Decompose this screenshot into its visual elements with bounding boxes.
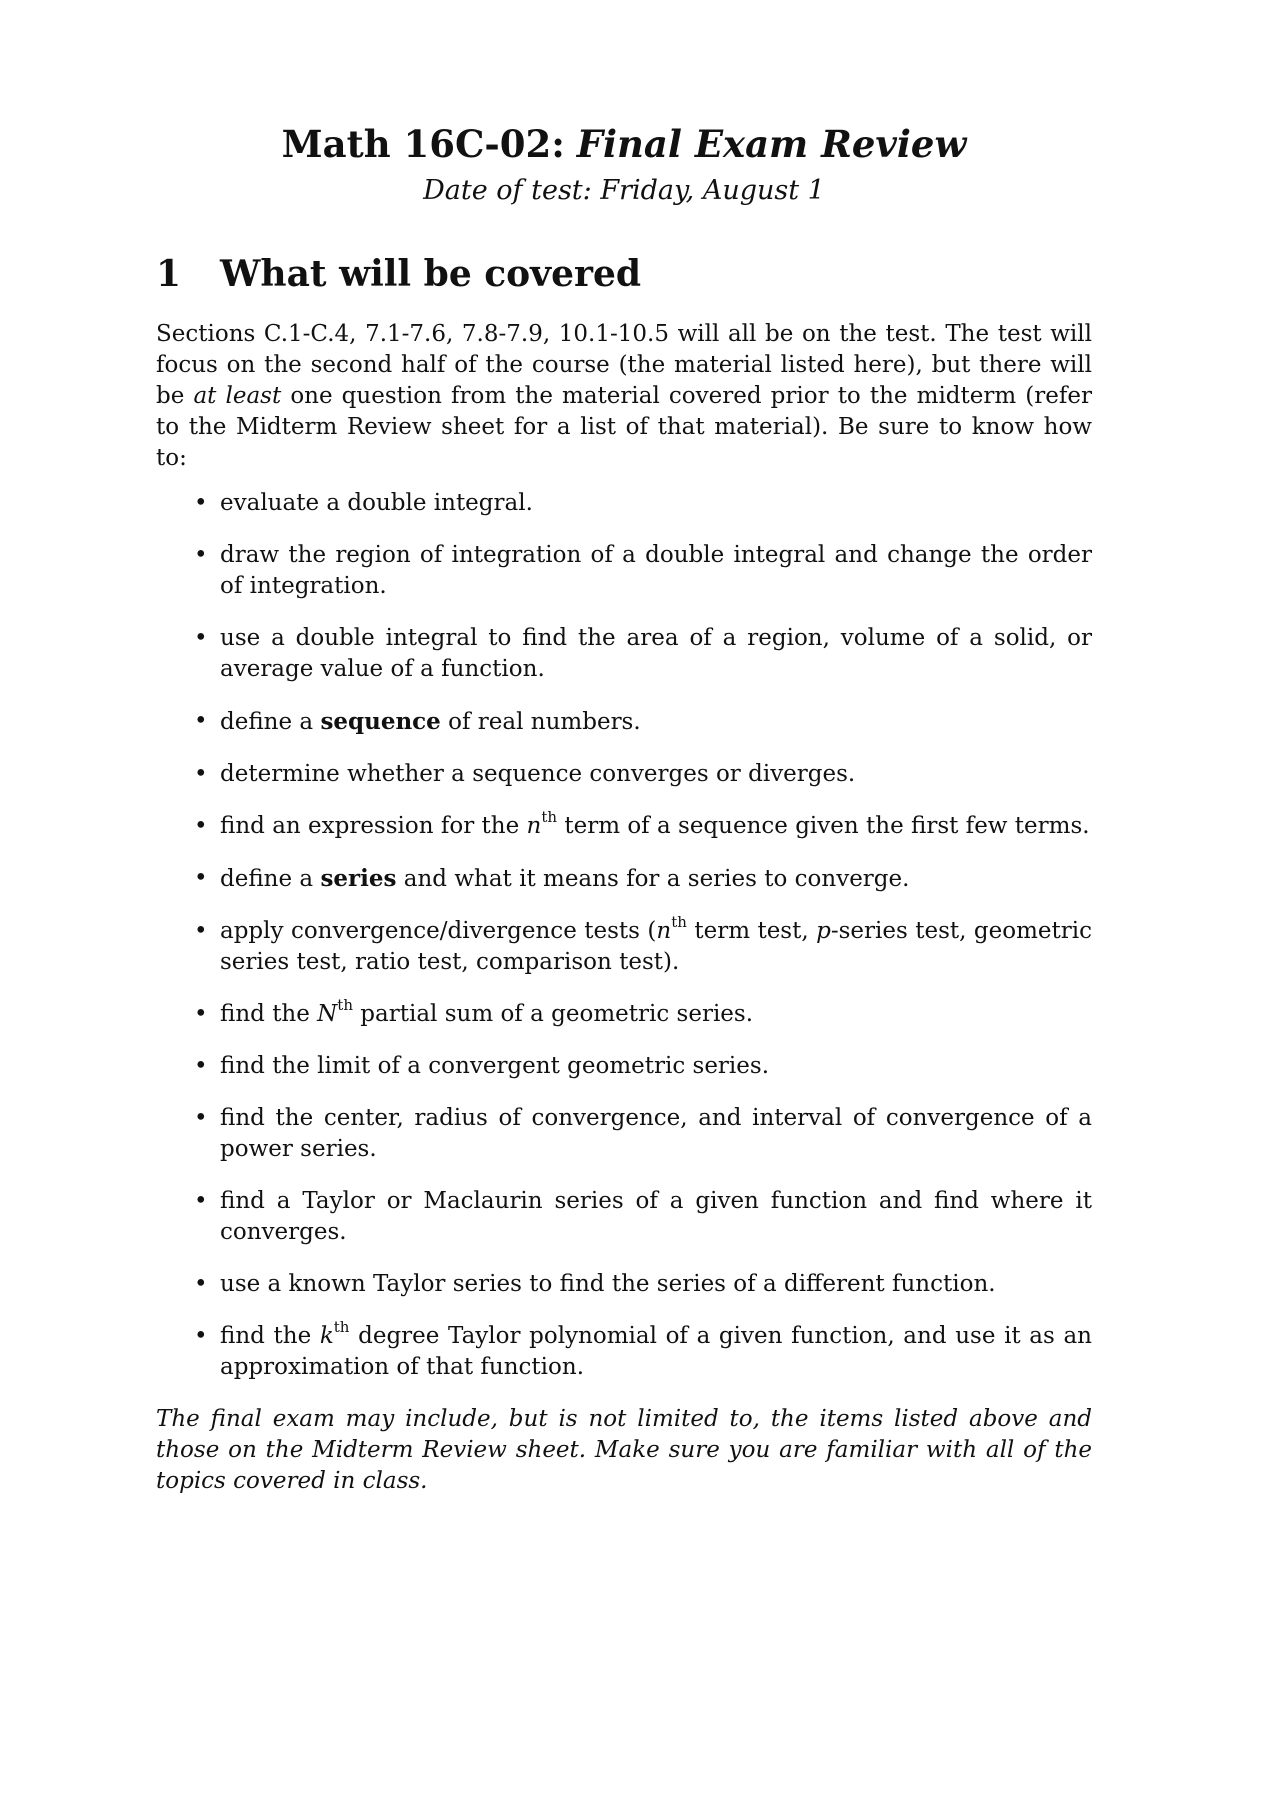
list-item-text: -series test, geometric series test, ratio test, comparison test). [220,918,1092,975]
list-item-text: find a Taylor or Maclaurin series of a given function and find where it converges. [220,1188,1092,1245]
list-item-text: define a [220,866,321,892]
list-item-text: define a [220,709,321,735]
list-item [156,996,1092,1030]
bullet-icon: • [194,625,208,651]
list-item-text: use a double integral to find the area of a region, volume of a solid, or average value of a function. [220,625,1092,682]
list-item-text: draw the region of integration of a double integral and change the order of integration. [220,542,1092,599]
math-variable: n [526,813,542,839]
list-item [156,808,1092,842]
list-item [156,1269,1092,1300]
math-variable: p [816,918,831,944]
title-exam: Final Exam Review [576,122,967,166]
list-item [156,759,1092,790]
superscript: th [541,808,558,827]
list-item-text: find the [220,1001,318,1027]
list-item-text: and what it means for a series to converge. [396,866,910,892]
list-item-text: apply convergence/divergence tests ( [220,918,657,944]
list-item [156,488,1092,519]
closing-note: The final exam may include, but is not limited to, the items listed above and those on the Midterm Review sheet. Make sure you are familiar with all of the topics covered in class. [156,1406,1092,1494]
list-item [156,706,1092,738]
bullet-icon: • [194,1188,208,1214]
list-item-text: find the center, radius of convergence, and interval of convergence of a power series. [220,1105,1092,1162]
section-title: What will be covered [220,253,642,295]
superscript: th [333,1318,350,1337]
list-item [156,1051,1092,1082]
list-item [156,863,1092,895]
list-item-text: degree Taylor polynomial of a given function, and use it as an approximation of that function. [220,1323,1092,1380]
bullet-icon: • [194,865,208,891]
topic-list [156,488,1092,1383]
bullet-icon: • [194,918,208,944]
bullet-icon: • [194,1271,208,1297]
section-number: 1 [156,253,182,295]
bullet-icon: • [194,542,208,568]
superscript: th [337,996,353,1015]
list-item-text: find the [220,1323,320,1349]
intro-emphasis: at least [193,383,282,409]
bullet-icon: • [194,813,208,839]
list-item-text: find an expression for the [220,813,527,839]
math-variable: N [317,1001,338,1027]
list-item [156,1103,1092,1165]
list-item [156,540,1092,602]
list-item-text: term test, [686,918,817,944]
list-item-text: of real numbers. [440,709,641,735]
math-variable: k [319,1323,334,1349]
list-item [156,1186,1092,1248]
list-item-text: determine whether a sequence converges or diverges. [220,761,856,787]
bullet-icon: • [194,1001,208,1027]
math-variable: n [656,918,672,944]
bullet-icon: • [194,1105,208,1131]
intro-text-1: Sections C.1-C.4, 7.1-7.6, 7.8-7.9, 10.1-10.5 will all be on the test. The test will focus on the second half of the course (the material listed here), but there will be [156,321,1092,409]
intro-text-2: one question from the material covered prior to the midterm (refer to the Midterm Review sheet for a list of that material). Be sure to know how to: [156,383,1092,471]
list-item-text: evaluate a double integral. [220,490,533,516]
superscript: th [671,913,687,932]
term-sequence: sequence [320,708,441,735]
list-item-text: partial sum of a geometric series. [353,1001,754,1027]
list-item [156,1318,1092,1383]
page-title [156,120,1092,169]
bullet-icon: • [194,761,208,787]
term-series: series [320,865,397,892]
list-item [156,623,1092,685]
section-heading [156,251,1092,297]
document-page [156,120,1092,1497]
bullet-icon: • [194,708,208,734]
list-item [156,913,1092,978]
bullet-icon: • [194,490,208,516]
title-course: Math 16C-02: [281,122,565,166]
list-item-text: use a known Taylor series to find the series of a different function. [220,1271,996,1297]
intro-paragraph [156,319,1092,474]
test-date: Date of test: Friday, August 1 [423,175,825,206]
bullet-icon: • [194,1053,208,1079]
list-item-text: term of a sequence given the first few terms. [557,813,1090,839]
bullet-icon: • [194,1323,208,1349]
list-item-text: find the limit of a convergent geometric series. [220,1053,770,1079]
